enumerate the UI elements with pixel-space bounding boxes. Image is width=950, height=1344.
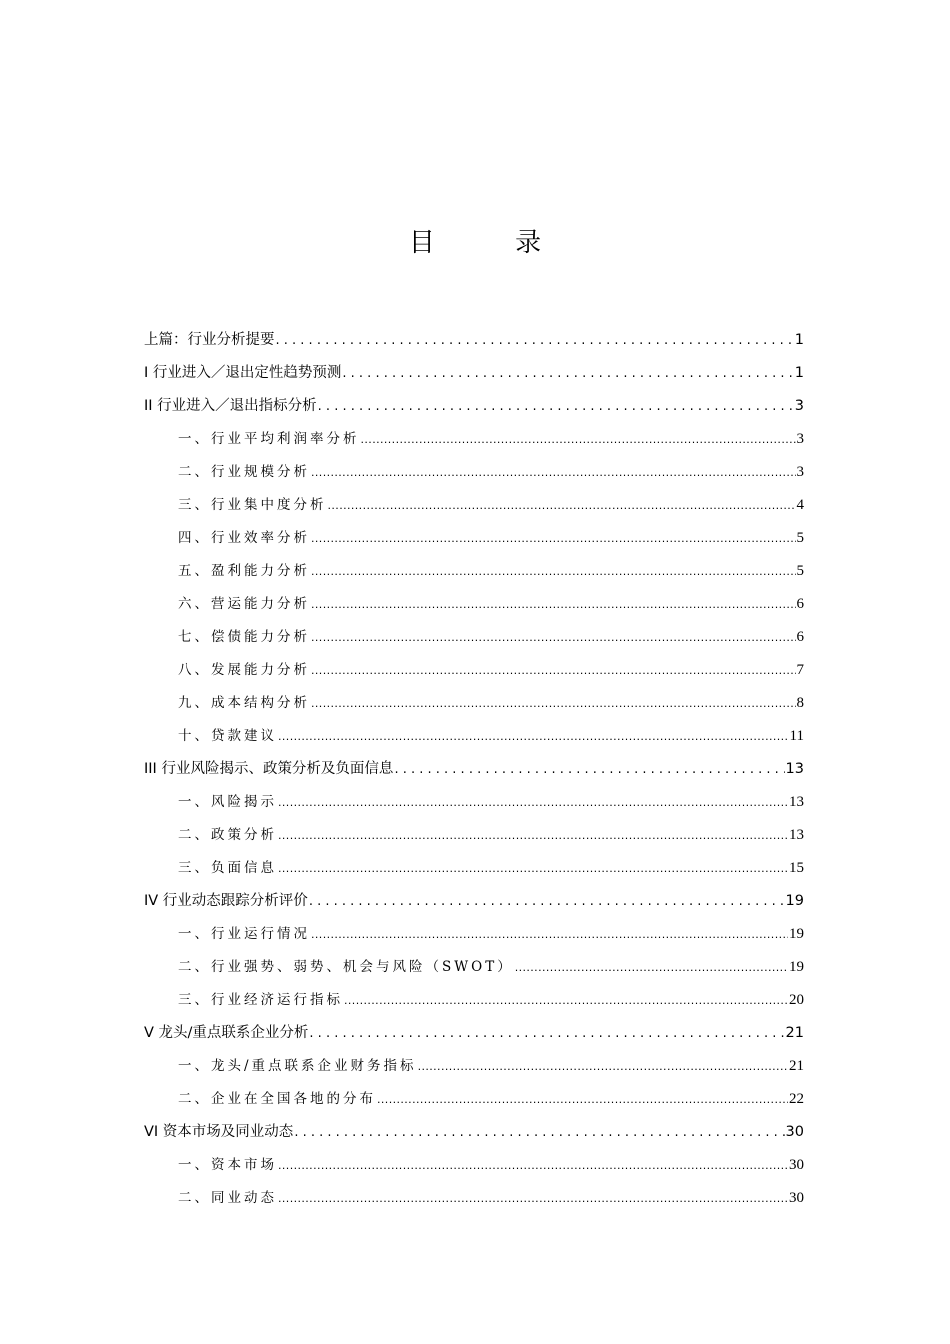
toc-page-number: 11 (789, 728, 804, 744)
toc-dot-leader (311, 555, 796, 588)
toc-entry-label: 三、负面信息 (178, 860, 277, 876)
toc-chapter-entry[interactable] (144, 1116, 804, 1149)
toc-section-entry[interactable] (144, 687, 804, 720)
toc-entry-label: 一、资本市场 (178, 1157, 277, 1173)
toc-entry-label: III 行业风险揭示、政策分析及负面信息 (144, 761, 394, 777)
toc-dot-leader (311, 522, 796, 555)
toc-entry-label: 十、贷款建议 (178, 728, 277, 744)
toc-dot-leader (278, 852, 788, 885)
toc-dot-leader (278, 1149, 788, 1182)
toc-dot-leader (418, 1050, 788, 1083)
toc-chapter-entry[interactable] (144, 885, 804, 918)
toc-section-entry[interactable] (144, 819, 804, 852)
toc-entry-label: V 龙头/重点联系企业分析 (144, 1025, 309, 1041)
toc-page-number: 6 (796, 629, 804, 645)
toc-dot-leader (342, 357, 793, 390)
toc-section-entry[interactable] (144, 621, 804, 654)
toc-page-number: 1 (794, 365, 804, 381)
toc-section-entry[interactable] (144, 423, 804, 456)
toc-entry-label: 二、企业在全国各地的分布 (178, 1091, 376, 1107)
toc-dot-leader (278, 1182, 788, 1215)
toc-section-entry[interactable] (144, 1182, 804, 1215)
toc-page-number: 3 (796, 464, 804, 480)
toc-entry-label: 二、行业强势、弱势、机会与风险（SWOT） (178, 959, 514, 975)
toc-dot-leader (377, 1083, 788, 1116)
toc-page-number: 19 (785, 893, 804, 909)
toc-section-entry[interactable] (144, 522, 804, 555)
toc-page-number: 21 (789, 1058, 804, 1074)
toc-chapter-entry[interactable] (144, 357, 804, 390)
toc-dot-leader (278, 819, 788, 852)
toc-dot-leader (311, 687, 796, 720)
toc-dot-leader (309, 885, 785, 918)
toc-entry-label: II 行业进入／退出指标分析 (144, 398, 317, 414)
toc-section-entry[interactable] (144, 1050, 804, 1083)
toc-dot-leader (278, 786, 788, 819)
toc-page-number: 13 (789, 794, 804, 810)
toc-section-entry[interactable] (144, 489, 804, 522)
toc-page-number: 30 (789, 1157, 804, 1173)
toc-page-number: 19 (789, 926, 804, 942)
toc-entry-label: 四、行业效率分析 (178, 530, 310, 546)
toc-page-number: 30 (785, 1124, 804, 1140)
toc-entry-label: IV 行业动态跟踪分析评价 (144, 893, 308, 909)
toc-dot-leader (394, 753, 784, 786)
toc-entry-label: 三、行业经济运行指标 (178, 992, 343, 1008)
toc-entry-label: 一、龙头/重点联系企业财务指标 (178, 1058, 417, 1074)
toc-section-entry[interactable] (144, 720, 804, 753)
toc-section-entry[interactable] (144, 555, 804, 588)
toc-page-number: 13 (785, 761, 804, 777)
toc-chapter-entry[interactable] (144, 1017, 804, 1050)
toc-entry-label: 九、成本结构分析 (178, 695, 310, 711)
toc-entry-label: 二、行业规模分析 (178, 464, 310, 480)
toc-section-entry[interactable] (144, 588, 804, 621)
toc-entry-label: 一、风险揭示 (178, 794, 277, 810)
toc-dot-leader (311, 654, 796, 687)
toc-entry-label: I 行业进入／退出定性趋势预测 (144, 365, 342, 381)
toc-dot-leader (328, 489, 796, 522)
toc-entry-label: 一、行业平均利润率分析 (178, 431, 360, 447)
toc-page-number: 3 (796, 431, 804, 447)
toc-entry-label: 一、行业运行情况 (178, 926, 310, 942)
toc-chapter-entry[interactable] (144, 324, 804, 357)
toc-page-number: 3 (794, 398, 804, 414)
toc-page-number: 8 (796, 695, 804, 711)
toc-entry-label: 六、营运能力分析 (178, 596, 310, 612)
toc-dot-leader (309, 1017, 784, 1050)
toc-entry-label: 二、政策分析 (178, 827, 277, 843)
toc-dot-leader (361, 423, 796, 456)
toc-section-entry[interactable] (144, 918, 804, 951)
toc-page-number: 20 (789, 992, 804, 1008)
toc-page-number: 19 (789, 959, 804, 975)
toc-entry-label: VI 资本市场及同业动态 (144, 1124, 294, 1140)
toc-page-number: 30 (789, 1190, 804, 1206)
toc-dot-leader (311, 588, 796, 621)
toc-dot-leader (318, 390, 794, 423)
toc-page-number: 21 (785, 1025, 804, 1041)
toc-dot-leader (344, 984, 788, 1017)
toc-entry-label: 上篇：行业分析提要 (144, 332, 275, 348)
toc-page-number: 22 (789, 1091, 804, 1107)
toc-dot-leader (278, 720, 789, 753)
toc-dot-leader (311, 456, 796, 489)
toc-entry-label: 三、行业集中度分析 (178, 497, 327, 513)
toc-page-number: 4 (796, 497, 804, 513)
toc-page-number: 15 (789, 860, 804, 876)
toc-section-entry[interactable] (144, 456, 804, 489)
toc-dot-leader (515, 951, 788, 984)
toc-entry-label: 七、偿债能力分析 (178, 629, 310, 645)
toc-section-entry[interactable] (144, 984, 804, 1017)
toc-page-number: 6 (796, 596, 804, 612)
toc-dot-leader (276, 324, 794, 357)
toc-page-number: 5 (796, 563, 804, 579)
table-of-contents (144, 324, 804, 1215)
toc-section-entry[interactable] (144, 1083, 804, 1116)
toc-dot-leader (294, 1116, 784, 1149)
toc-section-entry[interactable] (144, 951, 804, 984)
toc-dot-leader (311, 918, 788, 951)
toc-dot-leader (311, 621, 796, 654)
toc-section-entry[interactable] (144, 654, 804, 687)
toc-section-entry[interactable] (144, 852, 804, 885)
toc-chapter-entry[interactable] (144, 753, 804, 786)
toc-entry-label: 五、盈利能力分析 (178, 563, 310, 579)
page-title: 目 录 (408, 228, 578, 258)
toc-page-number: 13 (789, 827, 804, 843)
toc-page-number: 5 (796, 530, 804, 546)
toc-chapter-entry[interactable] (144, 390, 804, 423)
toc-page-number: 1 (794, 332, 804, 348)
toc-section-entry[interactable] (144, 1149, 804, 1182)
toc-entry-label: 二、同业动态 (178, 1190, 277, 1206)
toc-section-entry[interactable] (144, 786, 804, 819)
toc-entry-label: 八、发展能力分析 (178, 662, 310, 678)
toc-page-number: 7 (796, 662, 804, 678)
